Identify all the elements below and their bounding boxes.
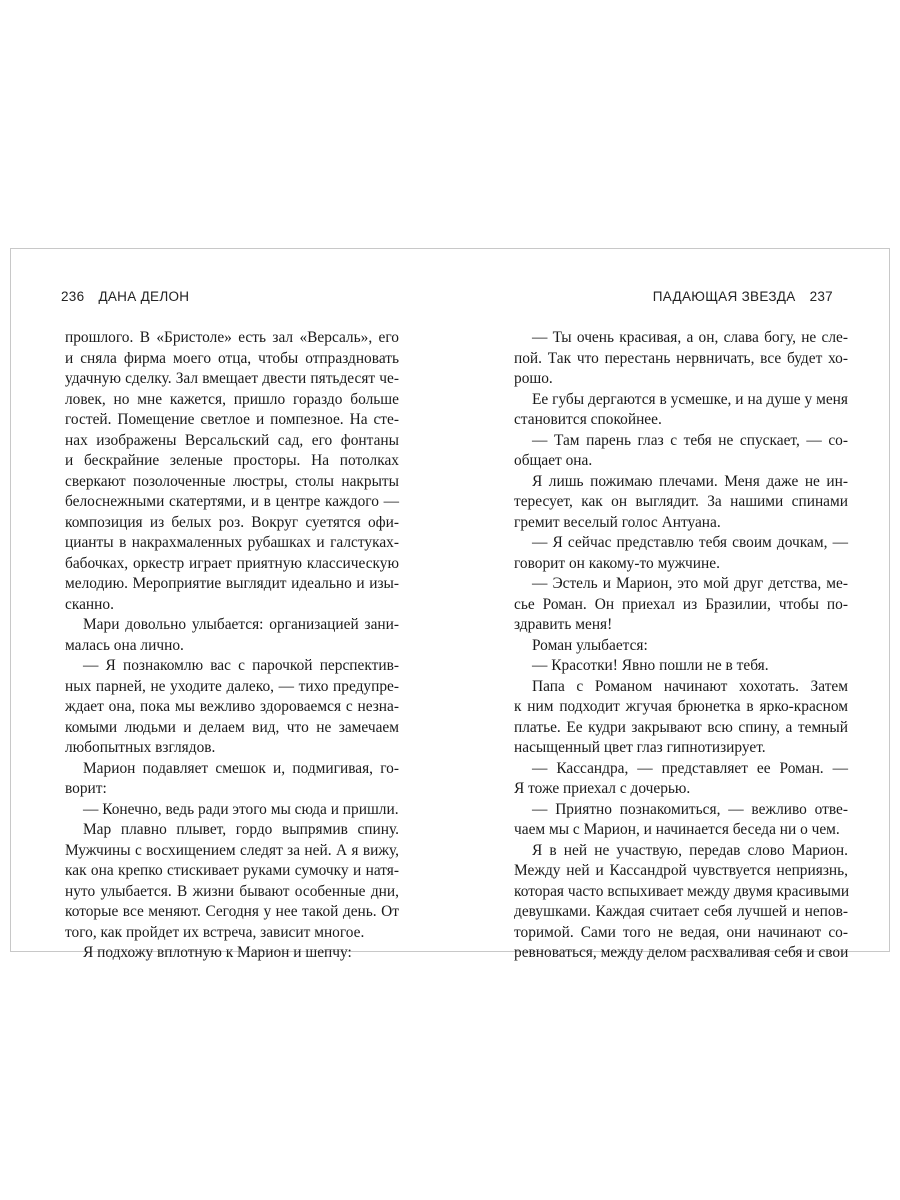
text-line: прошлого. В «Бристоле» есть зал «Версаль», его xyxy=(65,329,399,346)
text-line: бабочках, оркестр играет приятную классическую xyxy=(65,554,399,572)
text-line: — Приятно познакомиться, — вежливо отве- xyxy=(532,800,848,818)
right-page-body-text xyxy=(514,328,848,964)
text-line: того, как пройдет их встреча, зависит многое. xyxy=(65,923,365,941)
page-number-left: 236 xyxy=(61,289,85,304)
text-line: малась она лично. xyxy=(65,636,184,654)
text-line: пой. Так что перестань нервничать, все будет хо- xyxy=(514,349,848,367)
right-page-header xyxy=(653,289,833,304)
text-line: и сняла фирма моего отца, чтобы отпраздновать xyxy=(65,349,399,367)
text-line: Я в ней не участвую, передав слово Марион. xyxy=(532,841,848,859)
text-line: ревноваться, между делом расхваливая себя и свои xyxy=(514,944,849,961)
text-line: Мужчины с восхищением следят за ней. А я вижу, xyxy=(65,841,399,859)
text-line: Я подхожу вплотную к Марион и шепчу: xyxy=(83,944,352,961)
text-line: насыщенный цвет глаз гипнотизирует. xyxy=(514,739,766,756)
text-line: гремит веселый голос Антуана. xyxy=(514,513,721,531)
running-header-title: ПАДАЮЩАЯ ЗВЕЗДА xyxy=(652,289,796,304)
text-line: Я тоже приехал с дочерью. xyxy=(514,780,691,797)
right-page xyxy=(451,249,891,961)
text-line: сье Роман. Он приехал из Бразилии, чтобы по- xyxy=(514,595,848,613)
text-line: рошо. xyxy=(514,370,553,387)
running-header-author: ДАНА ДЕЛОН xyxy=(98,289,190,304)
text-line: — Я сейчас представлю тебя своим дочкам, — xyxy=(532,534,848,551)
text-line: становится спокойнее. xyxy=(514,411,662,428)
text-line: чаем мы с Марион, и начинается беседа ни о чем. xyxy=(514,821,840,838)
text-line: тересует, как он выглядит. За нашими спинами xyxy=(514,493,848,510)
text-line: сканно. xyxy=(65,595,114,613)
text-line: говорит он какому-то мужчине. xyxy=(514,554,720,572)
text-line: — Эстель и Марион, это мой друг детства, ме- xyxy=(532,575,848,592)
text-line: цианты в накрахмаленных рубашках и галстуках- xyxy=(65,534,399,551)
text-line: ждает она, пока мы вежливо здороваемся с незна- xyxy=(65,698,399,715)
text-line: нах изображены Версальский сад, его фонтаны xyxy=(65,431,399,449)
text-line: платье. Ее кудри закрывают всю спину, а темный xyxy=(514,718,848,736)
text-line: — Красотки! Явно пошли не в тебя. xyxy=(532,657,769,674)
page-number-right: 237 xyxy=(809,289,833,304)
text-line: Папа с Романом начинают хохотать. Затем xyxy=(532,677,848,695)
text-line: и бескрайние зеленые просторы. На потолках xyxy=(65,452,399,469)
text-line: Марион подавляет смешок и, подмигивая, го- xyxy=(83,759,399,777)
text-line: которая часто вспыхивает между двумя красивыми xyxy=(514,882,850,900)
text-line: композиция из белых роз. Вокруг суетятся офи- xyxy=(65,513,399,531)
text-line: гостей. Помещение светлое и помпезное. На сте- xyxy=(65,411,399,428)
book-spread xyxy=(10,248,890,961)
text-line: Ее губы дергаются в усмешке, и на душе у меня xyxy=(532,390,848,408)
text-line: Между ней и Кассандрой чувствуется неприязнь, xyxy=(514,862,848,879)
text-line: любопытных взглядов. xyxy=(65,739,216,756)
text-line: ных парней, не уходите далеко, — тихо предупре- xyxy=(65,677,399,695)
text-line: Роман улыбается: xyxy=(532,636,648,654)
text-line: которые все меняют. Сегодня у нее такой день. От xyxy=(65,903,399,920)
text-line: нуто улыбается. В жизни бывают особенные дни, xyxy=(65,882,399,900)
text-line: сверкают позолоченные люстры, столы накрыты xyxy=(65,472,399,490)
text-line: Я лишь пожимаю плечами. Меня даже не ин- xyxy=(532,472,848,490)
left-page-body-text xyxy=(65,328,399,964)
text-line: комыми людьми и делаем вид, что не замечаем xyxy=(65,718,399,736)
text-line: удачную сделку. Зал вмещает двести пятьдесят че- xyxy=(65,370,399,387)
text-line: девушками. Каждая считает себя лучшей и непов- xyxy=(514,903,848,920)
text-line: — Там парень глаз с тебя не спускает, — со- xyxy=(532,431,848,449)
left-page-header xyxy=(61,289,189,304)
text-line: белоснежными скатертями, и в центре каждого — xyxy=(65,493,399,510)
text-line: — Конечно, ведь ради этого мы сюда и пришли. xyxy=(83,800,399,818)
text-line: как она крепко стискивает руками сумочку и натя- xyxy=(65,862,399,879)
text-line: Мар плавно плывет, гордо выпрямив спину. xyxy=(83,821,399,838)
text-line: — Кассандра, — представляет ее Роман. — xyxy=(532,759,848,777)
text-line: — Я познакомлю вас с парочкой перспектив- xyxy=(83,657,399,674)
text-line: Мари довольно улыбается: организацией зани- xyxy=(83,616,399,633)
text-line: торимой. Сами того не ведая, они начинают со- xyxy=(514,923,848,941)
left-page xyxy=(11,249,451,961)
text-line: к ним подходит жгучая брюнетка в ярко-красном xyxy=(514,698,848,715)
text-line: ловек, но мне кажется, пришло гораздо больше xyxy=(65,390,399,408)
text-line: — Ты очень красивая, а он, слава богу, не сле- xyxy=(532,329,848,346)
text-line: мелодию. Мероприятие выглядит идеально и изы- xyxy=(65,575,399,592)
text-line: общает она. xyxy=(514,452,593,469)
text-line: здравить меня! xyxy=(514,616,613,633)
text-line: ворит: xyxy=(65,780,107,797)
